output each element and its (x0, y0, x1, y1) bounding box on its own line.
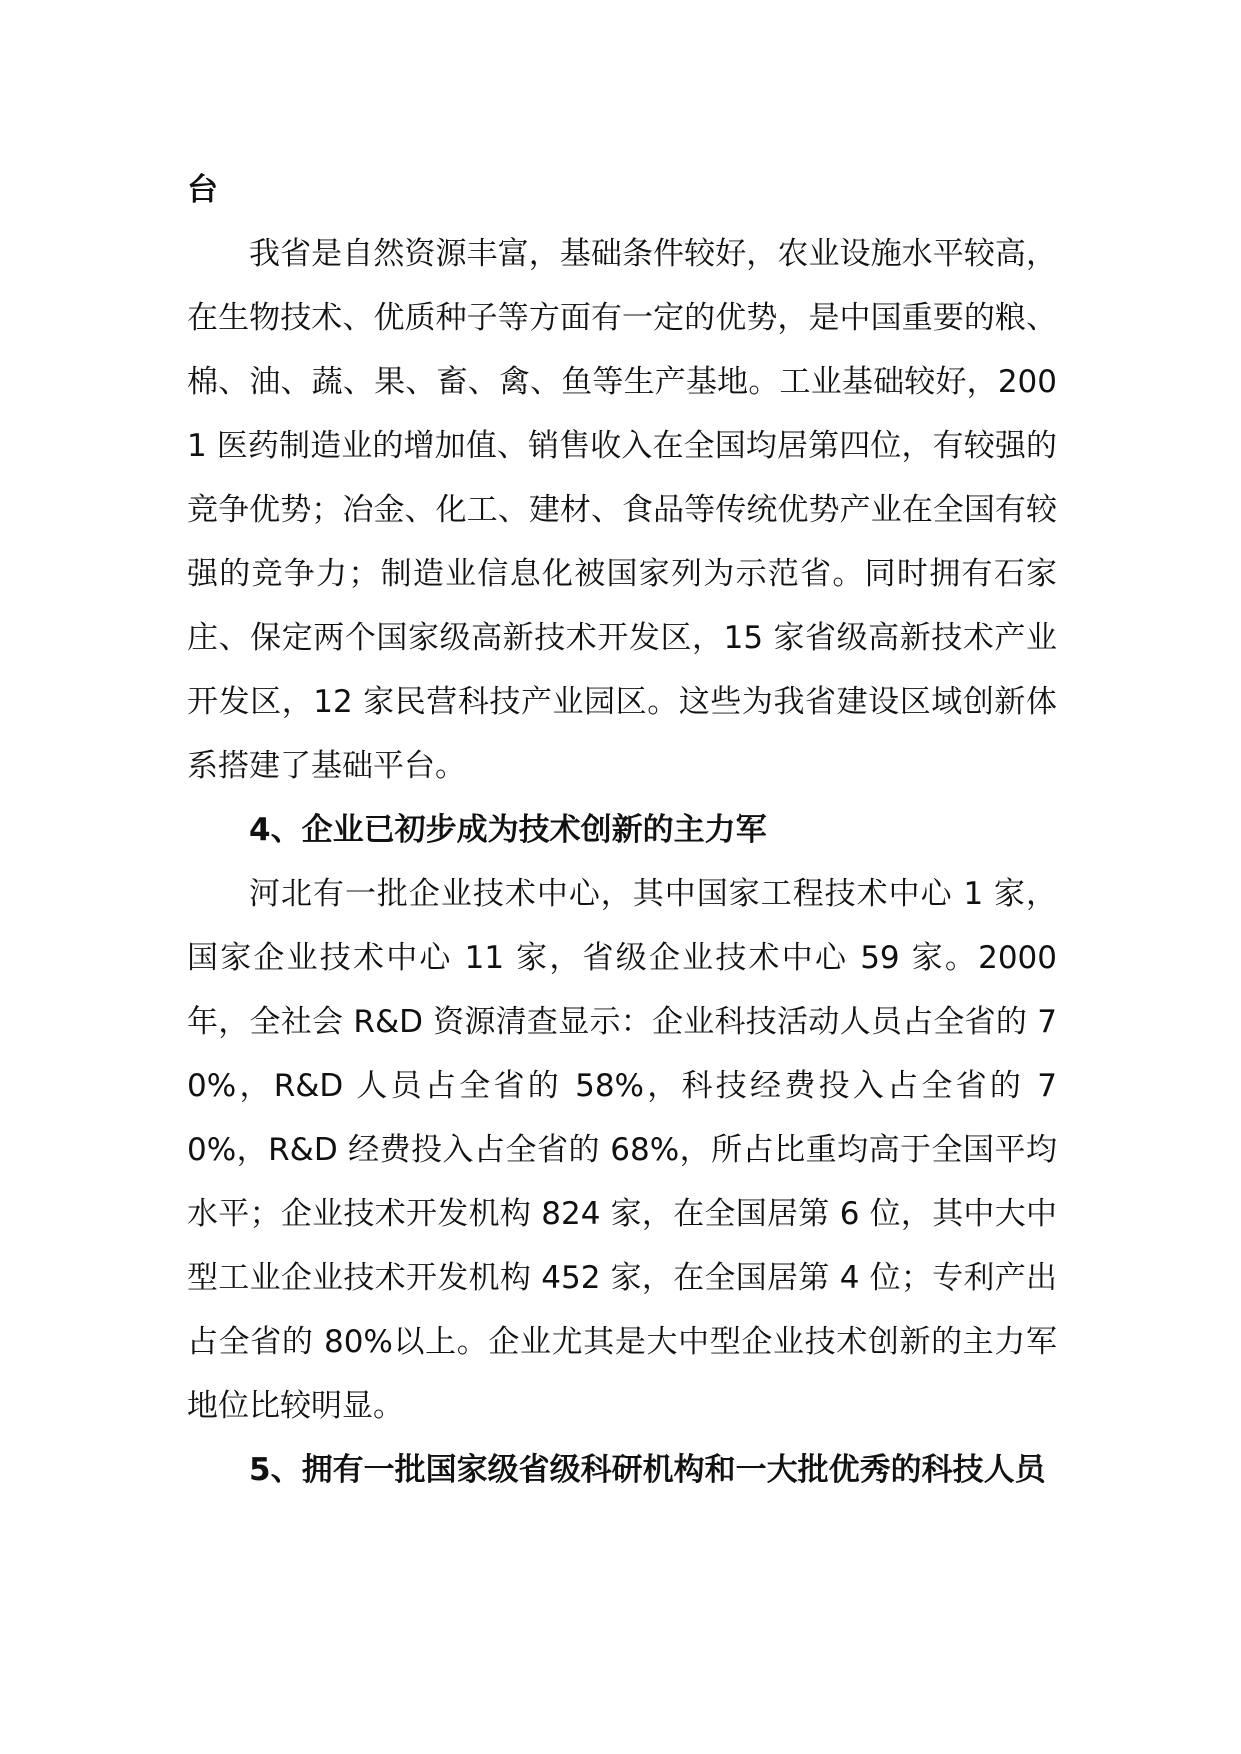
continuation-heading: 台 (187, 172, 218, 208)
paragraph-resources: 我省是自然资源丰富，基础条件较好，农业设施水平较高，在生物技术、优质种子等方面有一定的优势，是中国重要的粮、棉、油、蔬、果、畜、禽、鱼等生产基地。工业基础较好，2001 医药制造业的增加值、销售收入在全国均居第四位，有较强的竞争优势；冶金、化工、建材、食品等传统优势产业在全国有较强的竞争力；制造业信息化被国家列为示范省。同时拥有石家庄、保定两个国家级高新技术开发区，15 家省级高新技术产业开发区，12 家民营科技产业园区。这些为我省建设区域创新体系搭建了基础平台。 (187, 236, 1057, 784)
section-heading-4: 4、企业已初步成为技术创新的主力军 (249, 812, 767, 848)
section-heading-5: 5、拥有一批国家级省级科研机构和一大批优秀的科技人员 (249, 1452, 1046, 1488)
document-body (187, 158, 1057, 1502)
paragraph-enterprise: 河北有一批企业技术中心，其中国家工程技术中心 1 家，国家企业技术中心 11 家，省级企业技术中心 59 家。2000 年，全社会 R&D 资源清查显示：企业科技活动人员占全省的 70%，R&D 人员占全省的 58%，科技经费投入占全省的 70%，R&D 经费投入占全省的 68%，所占比重均高于全国平均水平；企业技术开发机构 824 家，在全国居第 6 位，其中大中型工业企业技术开发机构 452 家，在全国居第 4 位；专利产出占全省的 80%以上。企业尤其是大中型企业技术创新的主力军地位比较明显。 (187, 876, 1057, 1424)
